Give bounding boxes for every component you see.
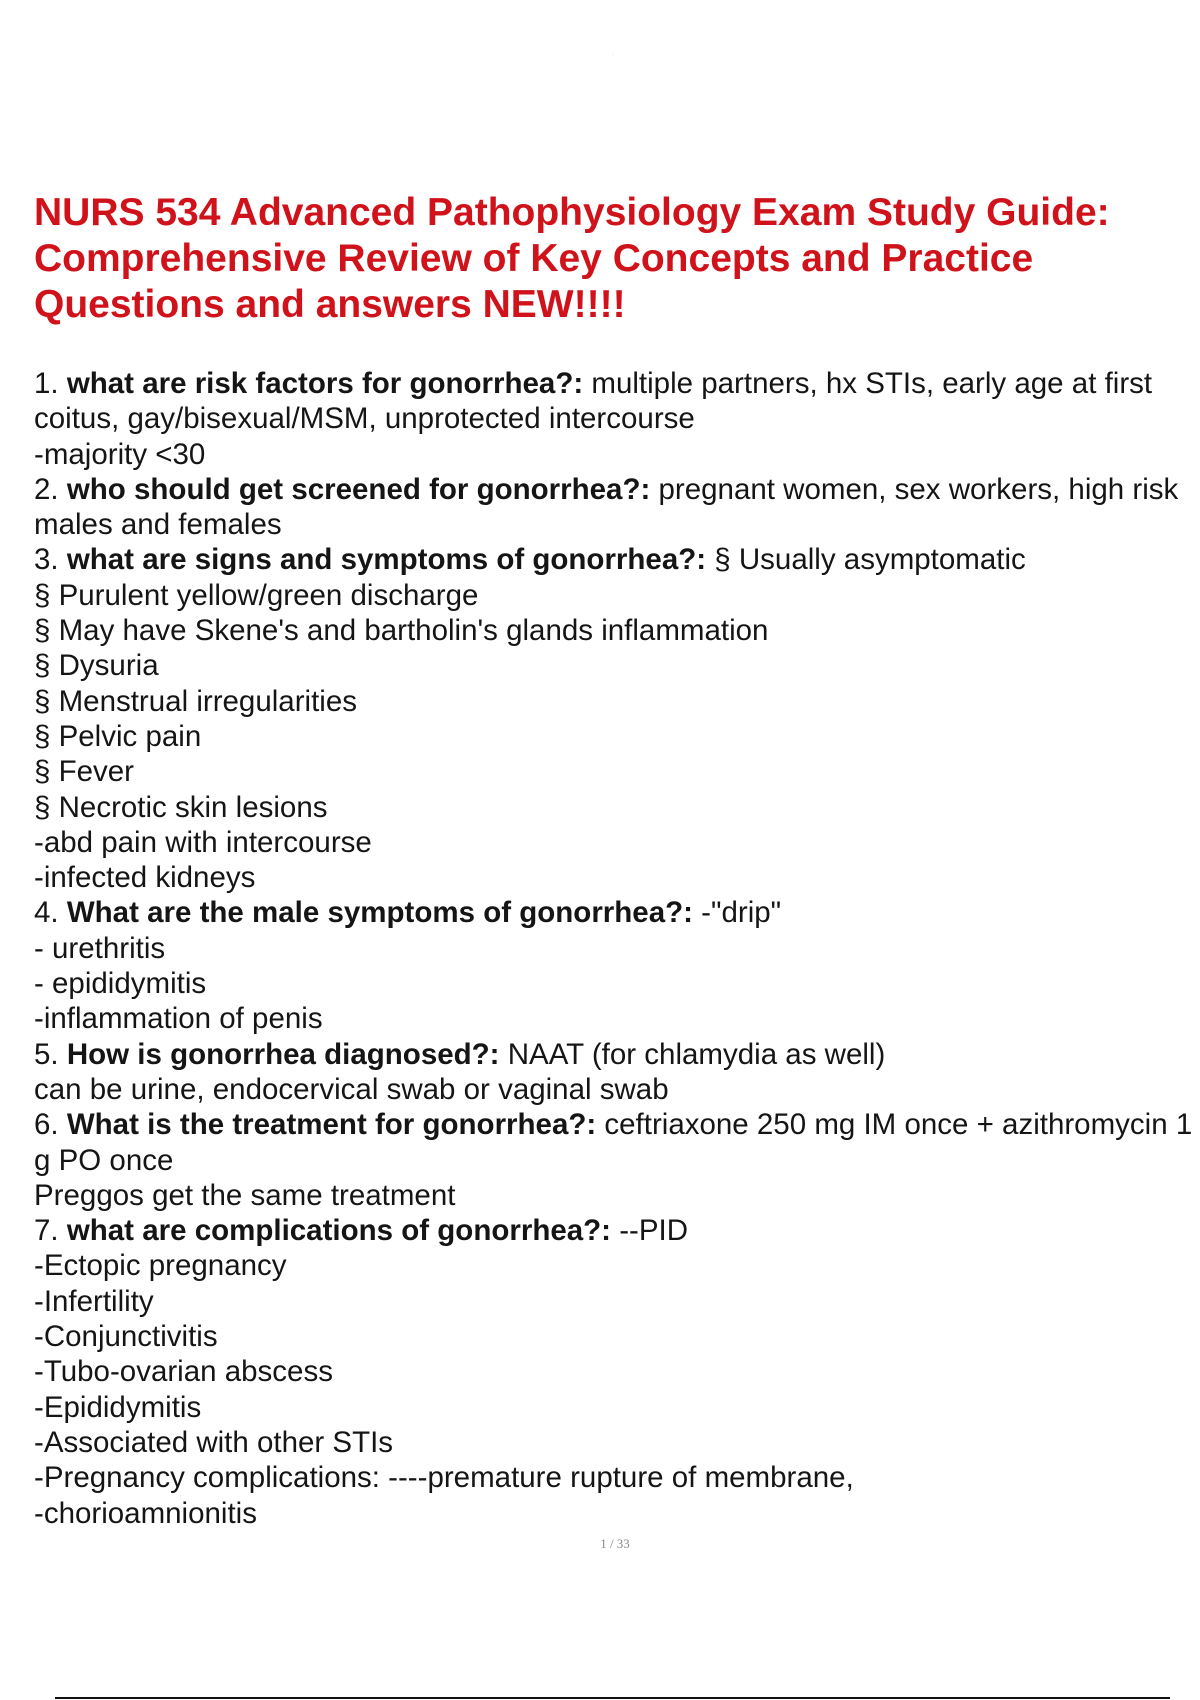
answer-text: multiple partners, hx STIs, early age at first coitus, gay/bisexual/MSM, unprotected intercourse (34, 367, 1153, 436)
answer-text: -"drip" (692, 896, 782, 930)
answer-line: -Associated with other STIs (34, 1425, 394, 1459)
answer-text: ceftriaxone 250 mg IM once + azithromycin 1 g PO once (34, 1108, 1193, 1177)
document-title: NURS 534 Advanced Pathophysiology Exam Study Guide: Comprehensive Review of Key Concepts and Practice Questions and answers NEW!!!! (34, 191, 1110, 326)
question-text: What are the male symptoms of gonorrhea?: (66, 896, 693, 930)
answer-line: -Epididymitis (34, 1390, 202, 1424)
question-number: 1. (34, 367, 67, 400)
answer-line: § Necrotic skin lesions (34, 790, 328, 824)
answer-line: Preggos get the same treatment (34, 1178, 456, 1212)
qa-item (34, 472, 1194, 543)
question-number: 7. (34, 1214, 67, 1248)
qa-item (34, 1037, 1194, 1072)
question-text: who should get screened for gonorrhea?: (66, 472, 651, 506)
answer-text: § Usually asymptomatic (706, 543, 1026, 577)
question-text: what are complications of gonorrhea?: (66, 1214, 611, 1248)
question-number: 3. (34, 543, 67, 577)
answer-line: -Conjunctivitis (34, 1320, 218, 1354)
question-number: 6. (34, 1108, 67, 1142)
answer-line: § Pelvic pain (34, 719, 202, 753)
question-text: what are signs and symptoms of gonorrhea?: (66, 543, 707, 577)
answer-line: -Pregnancy complications: ----premature rupture of membrane, (34, 1461, 854, 1495)
question-text: What is the treatment for gonorrhea?: (66, 1108, 597, 1142)
answer-line: § Fever (34, 755, 135, 789)
answer-text: pregnant women, sex workers, high risk males and females (34, 472, 1179, 542)
answer-text: NAAT (for chlamydia as well) (499, 1037, 886, 1071)
question-text: How is gonorrhea diagnosed?: (66, 1037, 500, 1071)
answer-line: -infected kidneys (34, 861, 256, 895)
answer-line: - urethritis (34, 931, 166, 965)
qa-item (34, 895, 1194, 930)
answer-text: --PID (611, 1214, 689, 1248)
page-number: 1 / 33 (600, 1536, 630, 1551)
qa-item (34, 1213, 1194, 1248)
answer-line: § May have Skene's and bartholin's glands inflammation (34, 614, 769, 648)
answer-line: § Menstrual irregularities (34, 684, 357, 718)
answer-line: § Dysuria (34, 649, 159, 683)
question-number: 2. (34, 472, 67, 506)
answer-line: -Tubo-ovarian abscess (34, 1355, 333, 1389)
question-number: 4. (34, 896, 67, 930)
answer-line: -abd pain with intercourse (34, 825, 372, 859)
qa-list (34, 366, 1194, 1531)
qa-item (34, 366, 1194, 437)
answer-line: -Ectopic pregnancy (34, 1249, 287, 1283)
question-number: 5. (34, 1037, 67, 1071)
qa-item (34, 1107, 1194, 1178)
answer-line: -chorioamnionitis (34, 1496, 257, 1530)
header-mark: · (612, 52, 614, 58)
bottom-divider (55, 1697, 1170, 1699)
question-text: what are risk factors for gonorrhea?: (66, 367, 584, 400)
answer-line: can be urine, endocervical swab or vaginal swab (34, 1072, 669, 1106)
answer-line: - epididymitis (34, 967, 207, 1001)
answer-line: -inflammation of penis (34, 1002, 323, 1036)
answer-line: § Purulent yellow/green discharge (34, 578, 479, 612)
answer-line: -majority <30 (34, 437, 206, 471)
qa-item (34, 542, 1194, 577)
answer-line: -Infertility (34, 1284, 154, 1318)
